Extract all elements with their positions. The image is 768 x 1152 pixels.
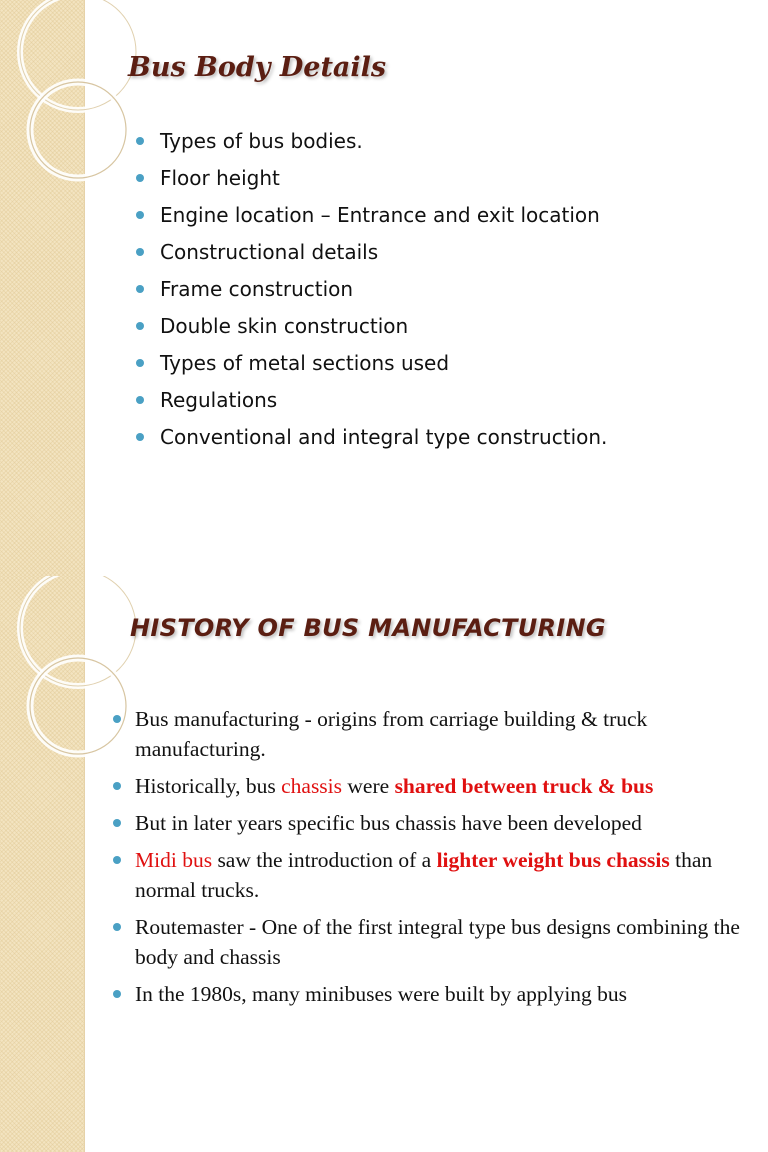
- text-span: were: [342, 774, 395, 798]
- highlight-shared: shared between truck & bus: [394, 774, 654, 798]
- list-item: Regulations: [130, 385, 750, 422]
- list-item: Engine location – Entrance and exit location: [130, 200, 750, 237]
- list-item: In the 1980s, many minibuses were built by applying bus: [108, 979, 758, 1009]
- list-item: Constructional details: [130, 237, 750, 274]
- slide-history-of-bus-manufacturing: [0, 576, 768, 1152]
- list-item: But in later years specific bus chassis have been developed: [108, 808, 758, 838]
- list-item: Types of metal sections used: [130, 348, 750, 385]
- list-item: Conventional and integral type construction.: [130, 422, 750, 459]
- text-span: Historically, bus: [135, 774, 282, 798]
- history-list: [108, 704, 758, 1016]
- list-item: Routemaster - One of the first integral type bus designs combining the body and chassis: [108, 912, 758, 972]
- list-item: Frame construction: [130, 274, 750, 311]
- list-item: Bus manufacturing - origins from carriage building & truck manufacturing.: [108, 704, 758, 764]
- decorative-rings-icon: [0, 0, 140, 220]
- list-item: [108, 845, 758, 905]
- topics-list: [130, 126, 750, 459]
- list-item: [108, 771, 758, 801]
- highlight-chassis: chassis: [281, 774, 343, 798]
- list-item: Floor height: [130, 163, 750, 200]
- slide-title: HISTORY OF BUS MANUFACTURING: [130, 614, 606, 642]
- list-item: Types of bus bodies.: [130, 126, 750, 163]
- highlight-midi-bus: Midi bus: [135, 848, 213, 872]
- text-span: saw the introduction of a: [212, 848, 437, 872]
- highlight-lighter-chassis: lighter weight bus chassis: [436, 848, 670, 872]
- list-item: Double skin construction: [130, 311, 750, 348]
- slide-title: Bus Body Details: [128, 52, 387, 83]
- text-span: than normal trucks.: [135, 848, 713, 902]
